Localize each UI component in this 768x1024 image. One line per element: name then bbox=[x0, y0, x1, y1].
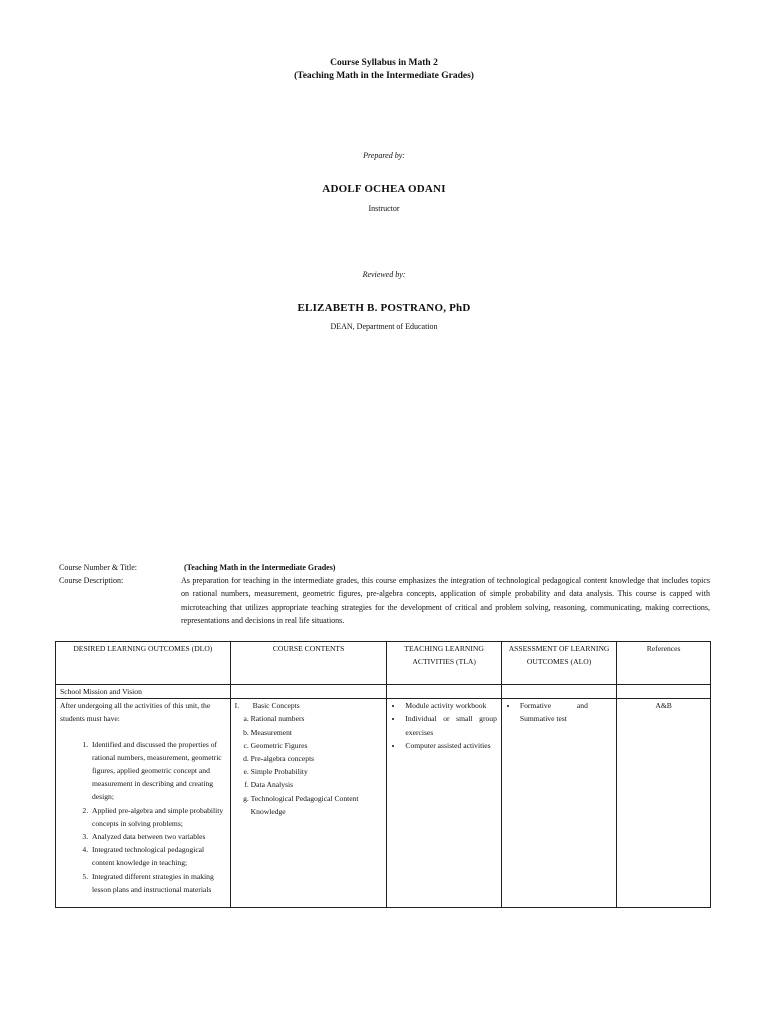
header-references: References bbox=[617, 642, 711, 685]
mission-row bbox=[56, 685, 711, 699]
content-item: e. Simple Probability bbox=[251, 765, 383, 778]
outcome-item: 3. Analyzed data between two variables bbox=[90, 830, 226, 843]
syllabus-table bbox=[55, 641, 711, 908]
outcome-item: 1. Identified and discussed the properties of rational numbers, measurement, geometric figures, applied geometric concept and measurement in describing and creating design; bbox=[90, 738, 226, 804]
title-line-1: Course Syllabus in Math 2 bbox=[330, 58, 438, 68]
prepared-by-label: Prepared by: bbox=[363, 151, 405, 160]
outcome-item: 4. Integrated technological pedagogical content knowledge in teaching; bbox=[90, 843, 226, 869]
reviewer-role: DEAN, Department of Education bbox=[330, 322, 438, 331]
preparer-role: Instructor bbox=[368, 204, 400, 213]
tla-item: • Individual or small group exercises bbox=[403, 712, 496, 738]
course-description-label: Course Description: bbox=[59, 576, 124, 585]
tla-cell bbox=[387, 699, 501, 908]
alo-list bbox=[506, 699, 588, 725]
tla-item: • Module activity workbook bbox=[403, 699, 496, 712]
content-list bbox=[235, 712, 383, 818]
dlo-cell bbox=[56, 699, 231, 908]
mission-cell: School Mission and Vision bbox=[56, 685, 231, 699]
course-number-value: (Teaching Math in the Intermediate Grades) bbox=[184, 563, 336, 572]
course-number-label: Course Number & Title: bbox=[59, 563, 138, 572]
course-info bbox=[0, 561, 768, 631]
reviewer-name: ELIZABETH B. POSTRANO, PhD bbox=[297, 302, 471, 314]
table-header-row bbox=[56, 642, 711, 685]
references-cell: A&B bbox=[617, 699, 711, 908]
outcome-item: 5. Integrated different strategies in making lesson plans and instructional materials bbox=[90, 870, 226, 896]
header-tla: TEACHING LEARNING ACTIVITIES (TLA) bbox=[387, 642, 501, 685]
content-heading-row bbox=[235, 699, 383, 712]
document-title bbox=[0, 57, 768, 83]
content-item: a. Rational numbers bbox=[251, 712, 383, 725]
outcome-item: 2. Applied pre-algebra and simple probability concepts in solving problems; bbox=[90, 804, 226, 830]
alo-item: • Formative and Summative test bbox=[518, 699, 588, 725]
dlo-intro: After undergoing all the activities of this unit, the students must have: bbox=[60, 701, 211, 724]
content-item: d. Pre-algebra concepts bbox=[251, 752, 383, 765]
title-line-2: (Teaching Math in the Intermediate Grades) bbox=[294, 71, 474, 81]
header-contents: COURSE CONTENTS bbox=[230, 642, 387, 685]
reviewed-by-label: Reviewed by: bbox=[362, 270, 406, 279]
preparer-name: ADOLF OCHEA ODANI bbox=[322, 183, 446, 195]
content-item: b. Measurement bbox=[251, 726, 383, 739]
contents-cell bbox=[230, 699, 387, 908]
content-heading: Basic Concepts bbox=[252, 701, 300, 711]
tla-list bbox=[391, 699, 496, 752]
header-dlo: DESIRED LEARNING OUTCOMES (DLO) bbox=[56, 642, 231, 685]
content-item: f. Data Analysis bbox=[251, 778, 383, 791]
tla-item: • Computer assisted activities bbox=[403, 739, 496, 752]
alo-cell bbox=[501, 699, 616, 908]
course-description-value: As preparation for teaching in the intermediate grades, this course emphasizes the integration of technological pedagogical content knowledge that includes topics on rational numbers, measurement, geometric figures, pre-algebra concepts, application of simple probability and data analysis. This course is capped with microteaching that utilizes appropriate teaching strategies for the development of critical and problem solving, reasoning, communicating, making corrections, representations and decisions in real life situations. bbox=[181, 576, 710, 625]
outcomes-list bbox=[60, 738, 226, 896]
unit-row bbox=[56, 699, 711, 908]
content-item: g. Technological Pedagogical Content Knowledge bbox=[251, 792, 383, 818]
header-alo: ASSESSMENT OF LEARNING OUTCOMES (ALO) bbox=[501, 642, 616, 685]
content-numeral: I. bbox=[234, 701, 240, 711]
content-item: c. Geometric Figures bbox=[251, 739, 383, 752]
